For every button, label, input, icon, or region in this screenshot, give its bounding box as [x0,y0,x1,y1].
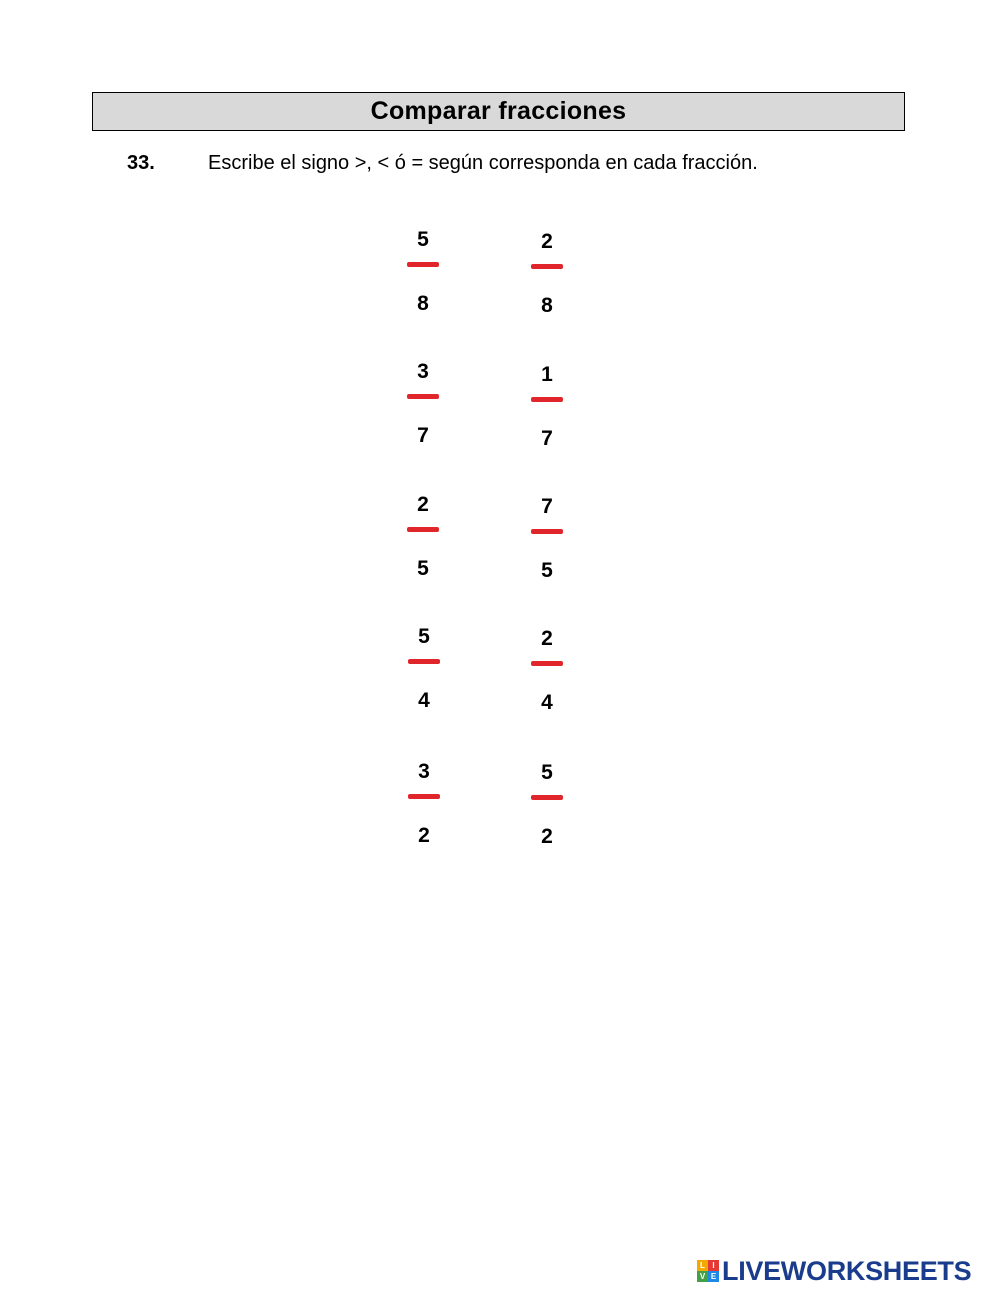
fraction-left-2 [403,360,443,450]
fraction-left-5 [404,760,444,850]
fraction-bar [408,659,440,664]
fraction-bar [408,794,440,799]
logo-letter: V [697,1271,708,1282]
logo-letter: L [697,1260,708,1271]
fraction-bar [407,394,439,399]
denominator: 7 [541,427,553,450]
numerator: 2 [417,493,429,516]
fraction-left-3 [403,493,443,583]
title-box [92,92,905,131]
denominator: 2 [418,824,430,847]
fraction-right-2 [527,363,567,453]
denominator: 5 [541,559,553,582]
fraction-left-1 [403,228,443,318]
denominator: 4 [541,691,553,714]
denominator: 5 [417,557,429,580]
fraction-right-4 [527,627,567,717]
numerator: 3 [417,360,429,383]
denominator: 2 [541,825,553,848]
fraction-bar [531,661,563,666]
denominator: 4 [418,689,430,712]
numerator: 2 [541,627,553,650]
numerator: 2 [541,230,553,253]
fraction-left-4 [404,625,444,715]
liveworksheets-logo-icon [697,1260,719,1282]
page-title: Comparar fracciones [370,97,627,125]
denominator: 7 [417,424,429,447]
fraction-bar [407,527,439,532]
fraction-right-1 [527,230,567,320]
fraction-right-3 [527,495,567,585]
fraction-bar [531,397,563,402]
numerator: 5 [541,761,553,784]
fraction-right-5 [527,761,567,851]
logo-text: LIVEWORKSHEETS [722,1255,972,1286]
fraction-bar [531,795,563,800]
fraction-bar [531,264,563,269]
question-instruction: Escribe el signo >, < ó = según corresponda en cada fracción. [208,152,758,174]
fraction-bar [531,529,563,534]
numerator: 5 [417,228,429,251]
logo-letter: I [708,1260,719,1271]
denominator: 8 [541,294,553,317]
numerator: 1 [541,363,553,386]
numerator: 7 [541,495,553,518]
question-number: 33. [127,152,155,174]
numerator: 3 [418,760,430,783]
liveworksheets-logo [697,1255,971,1287]
denominator: 8 [417,292,429,315]
fraction-bar [407,262,439,267]
numerator: 5 [418,625,430,648]
logo-letter: E [708,1271,719,1282]
